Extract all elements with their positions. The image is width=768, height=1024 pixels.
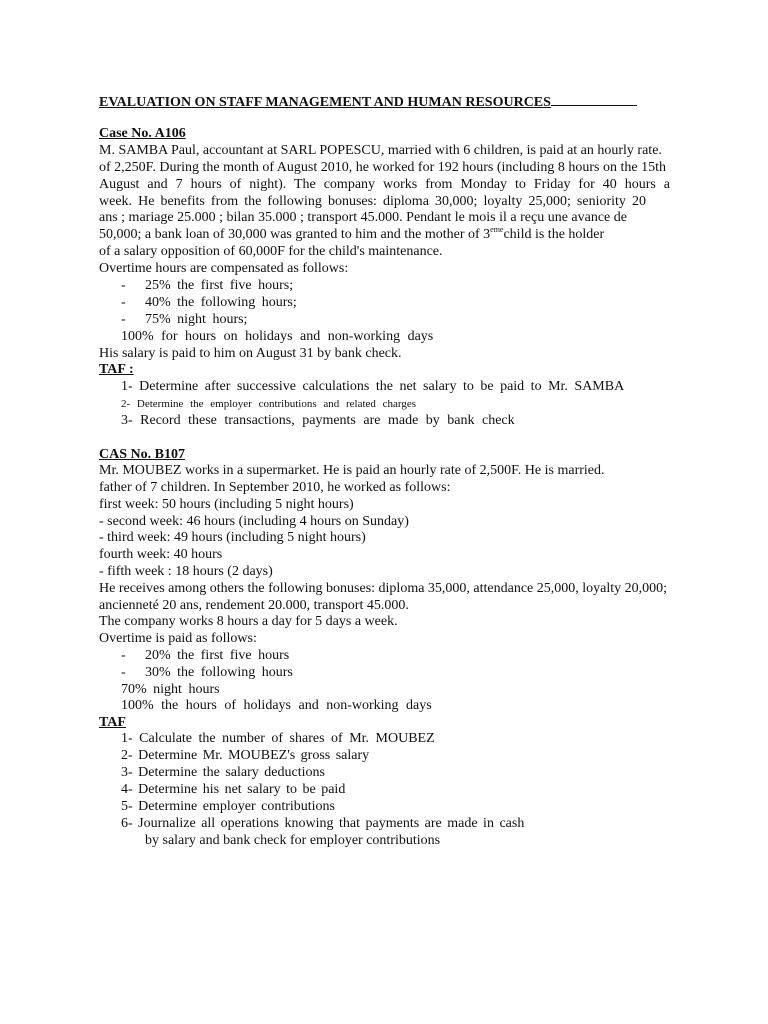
overtime-b-item-2: 30% the following hours xyxy=(145,665,293,680)
case-b107-line-3: first week: 50 hours (including 5 night hours) xyxy=(99,497,354,512)
task-b107-2: 2- Determine Mr. MOUBEZ's gross salary xyxy=(121,748,370,763)
case-b107-line-8: He receives among others the following bonuses: diploma 35,000, attendance 25,000, loyalty 20,000; xyxy=(99,581,668,596)
case-b107-line-1: Mr. MOUBEZ works in a supermarket. He is paid an hourly rate of 2,500F. He is married. xyxy=(99,463,605,478)
overtime-b-item-3: 70% night hours xyxy=(121,682,220,697)
case-a106-line-8: Overtime hours are compensated as follows: xyxy=(99,261,349,276)
superscript-eme: eme xyxy=(490,225,504,234)
case-b107-line-4: - second week: 46 hours (including 4 hours on Sunday) xyxy=(99,514,409,529)
case-b107-line-10: The company works 8 hours a day for 5 days a week. xyxy=(99,614,398,629)
case-a106-line-6 xyxy=(99,227,604,243)
task-b107-6: 6- Journalize all operations knowing that payments are made in cash xyxy=(121,816,525,831)
case-b107-line-7: - fifth week : 18 hours (2 days) xyxy=(99,564,273,579)
case-a106-taf: TAF : xyxy=(99,362,134,377)
case-b107-heading: CAS No. B107 xyxy=(99,447,185,462)
overtime-b-item-4: 100% the hours of holidays and non-working days xyxy=(121,698,432,713)
overtime-b-item-1: 20% the first five hours xyxy=(145,648,290,663)
case-a106-line-5: ans ; mariage 25.000 ; bilan 35.000 ; transport 45.000. Pendant le mois il a reçu une avance de xyxy=(99,210,627,225)
overtime-item-4: 100% for hours on holidays and non-working days xyxy=(121,329,434,344)
task-b107-5: 5- Determine employer contributions xyxy=(121,799,335,814)
task-b107-1: 1- Calculate the number of shares of Mr. MOUBEZ xyxy=(121,731,435,746)
case-b107-taf: TAF xyxy=(99,715,126,730)
list-dash: - xyxy=(121,665,126,680)
case-a106-heading: Case No. A106 xyxy=(99,126,186,141)
case-b107-line-5: - third week: 49 hours (including 5 night hours) xyxy=(99,530,366,545)
document-title xyxy=(99,94,637,111)
case-a106-line-4: week. He benefits from the following bonuses: diploma 30,000; loyalty 25,000; seniority 20 xyxy=(99,194,646,209)
case-a106-line-3: August and 7 hours of night). The company works from Monday to Friday for 40 hours a xyxy=(99,177,670,192)
case-b107-line-11: Overtime is paid as follows: xyxy=(99,631,257,646)
case-b107-line-2: father of 7 children. In September 2010, he worked as follows: xyxy=(99,480,451,495)
task-b107-4: 4- Determine his net salary to be paid xyxy=(121,782,346,797)
case-a106-payment: His salary is paid to him on August 31 by bank check. xyxy=(99,346,402,361)
overtime-item-2: 40% the following hours; xyxy=(145,295,297,310)
task-a106-2: 2- Determine the employer contributions and related charges xyxy=(121,398,417,410)
overtime-item-3: 75% night hours; xyxy=(145,312,248,327)
line-6-tail: child is the holder xyxy=(503,227,605,242)
overtime-item-1: 25% the first five hours; xyxy=(145,278,294,293)
title-underline xyxy=(551,94,637,106)
case-a106-line-1: M. SAMBA Paul, accountant at SARL POPESCU, married with 6 children, is paid at an hourly rate. xyxy=(99,143,662,158)
case-a106-line-2: of 2,250F. During the month of August 2010, he worked for 192 hours (including 8 hours on the 15th xyxy=(99,160,666,175)
list-dash: - xyxy=(121,278,126,293)
task-a106-1: 1- Determine after successive calculations the net salary to be paid to Mr. SAMBA xyxy=(121,379,625,394)
case-a106-line-7: of a salary opposition of 60,000F for the child's maintenance. xyxy=(99,244,443,259)
list-dash: - xyxy=(121,312,126,327)
task-b107-3: 3- Determine the salary deductions xyxy=(121,765,325,780)
task-b107-6-cont: by salary and bank check for employer contributions xyxy=(145,833,441,848)
case-b107-line-6: fourth week: 40 hours xyxy=(99,547,223,562)
line-6-text: 50,000; a bank loan of 30,000 was granted to him and the mother of 3 xyxy=(99,227,491,242)
title-text: EVALUATION ON STAFF MANAGEMENT AND HUMAN RESOURCES xyxy=(99,95,551,110)
list-dash: - xyxy=(121,295,126,310)
task-a106-3: 3- Record these transactions, payments are made by bank check xyxy=(121,413,515,428)
case-b107-line-9: ancienneté 20 ans, rendement 20.000, transport 45.000. xyxy=(99,598,409,613)
list-dash: - xyxy=(121,648,126,663)
